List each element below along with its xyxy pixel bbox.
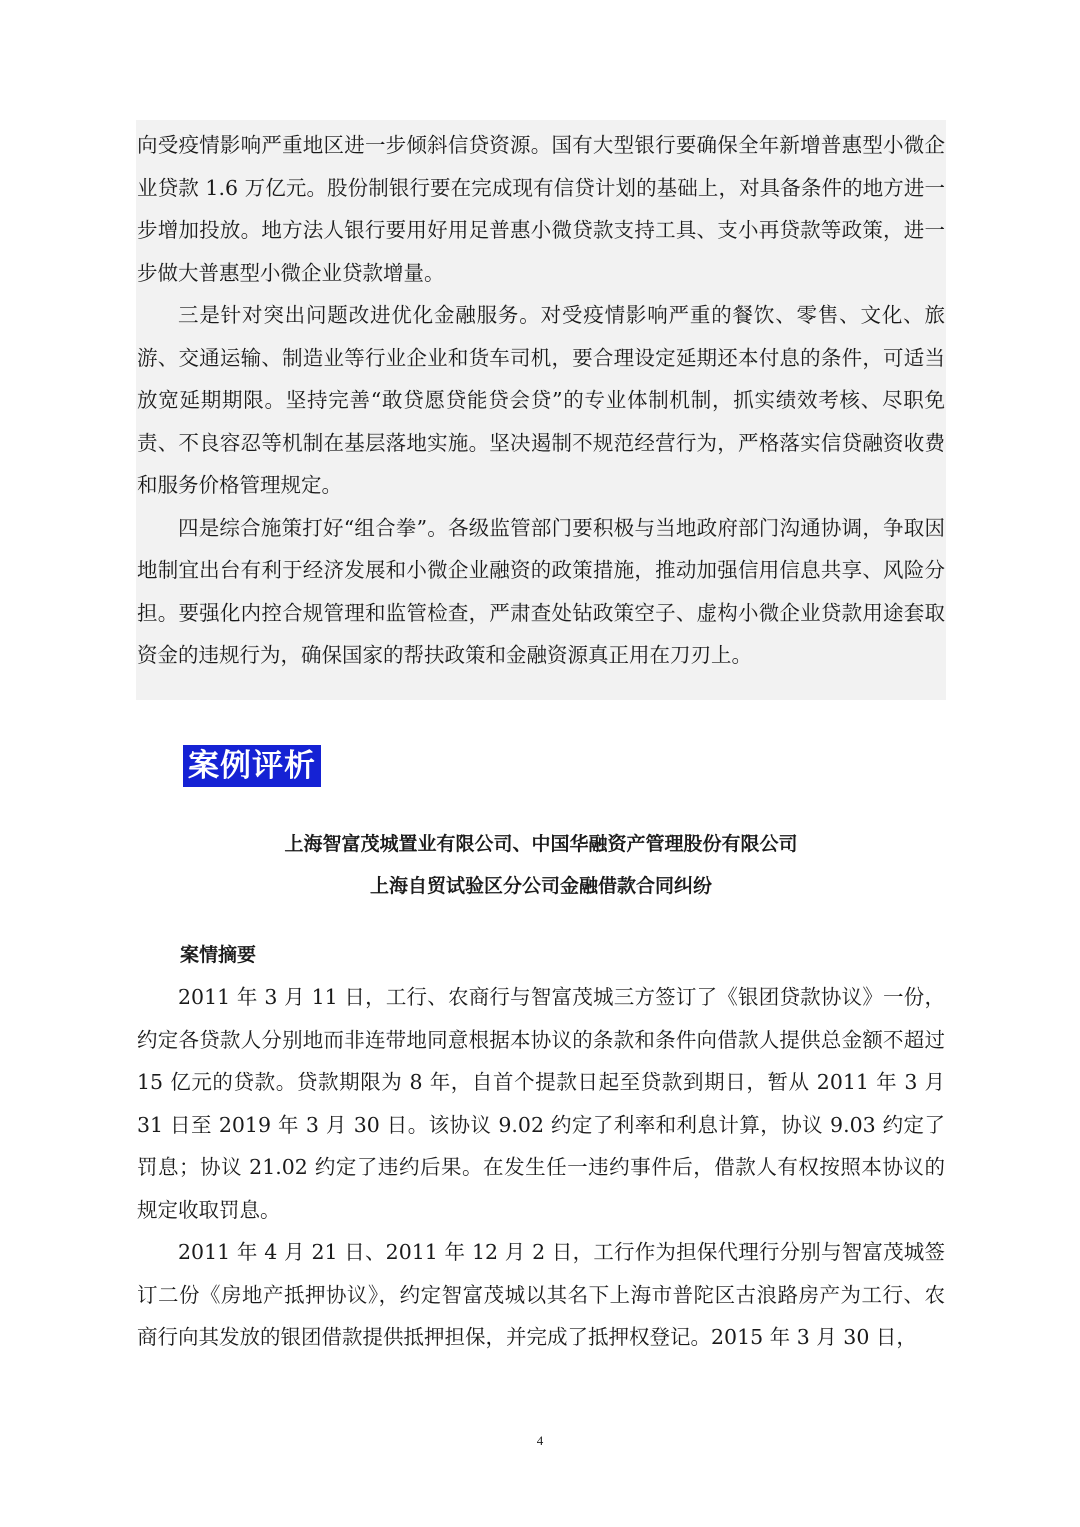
- quoted-text-block: [137, 124, 945, 677]
- point-three-paragraph: 三是针对突出问题改进优化金融服务。对受疫情影响严重的餐饮、零售、文化、旅游、交通运输、制造业等行业企业和货车司机，要合理设定延期还本付息的条件，可适当放宽延期期限。坚持完善“敢贷愿贷能贷会贷”的专业体制机制，抓实绩效考核、尽职免责、不良容忍等机制在基层落地实施。坚决遏制不规范经营行为，严格落实信贷融资收费和服务价格管理规定。: [137, 303, 945, 497]
- continuation-paragraph: 向受疫情影响严重地区进一步倾斜信贷资源。国有大型银行要确保全年新增普惠型小微企业贷款 1.6 万亿元。股份制银行要在完成现有信贷计划的基础上，对具备条件的地方进一步增加投放。地方法人银行要用好用足普惠小微贷款支持工具、支小再贷款等政策，进一步做大普惠型小微企业贷款增量。: [137, 133, 945, 285]
- case-summary-heading: 案情摘要: [180, 944, 257, 966]
- case-paragraph-2: 2011 年 4 月 21 日、2011 年 12 月 2 日，工行作为担保代理行分别与智富茂城签订二份《房地产抵押协议》，约定智富茂城以其名下上海市普陀区古浪路房产为工行、农商行向其发放的银团借款提供抵押担保，并完成了抵押权登记。2015 年 3 月 30 日，: [137, 1240, 945, 1349]
- case-summary-block: [137, 976, 945, 1359]
- case-title-line-2: 上海自贸试验区分公司金融借款合同纠纷: [369, 875, 712, 897]
- case-title-line-1: 上海智富茂城置业有限公司、中国华融资产管理股份有限公司: [284, 833, 798, 855]
- point-four-paragraph: 四是综合施策打好“组合拳”。各级监管部门要积极与当地政府部门沟通协调，争取因地制宜出台有利于经济发展和小微企业融资的政策措施，推动加强信用信息共享、风险分担。要强化内控合规管理和监管检查，严肃查处钻政策空子、虚构小微企业贷款用途套取资金的违规行为，确保国家的帮扶政策和金融资源真正用在刀刃上。: [137, 515, 945, 667]
- case-paragraph-1: 2011 年 3 月 11 日，工行、农商行与智富茂城三方签订了《银团贷款协议》一份，约定各贷款人分别地而非连带地同意根据本协议的条款和条件向借款人提供总金额不超过 15 亿元的贷款。贷款期限为 8 年，自首个提款日起至贷款到期日，暂从 2011 年 3 月 31 日至 2019 年 3 月 30 日。该协议 9.02 约定了利率和利息计算，协议 9.03 约定了罚息；协议 21.02 约定了违约后果。在发生任一违约事件后，借款人有权按照本协议的规定收取罚息。: [137, 985, 945, 1222]
- section-tag-case-analysis: 案例评析: [183, 745, 321, 787]
- page-number: 4: [536, 1433, 544, 1448]
